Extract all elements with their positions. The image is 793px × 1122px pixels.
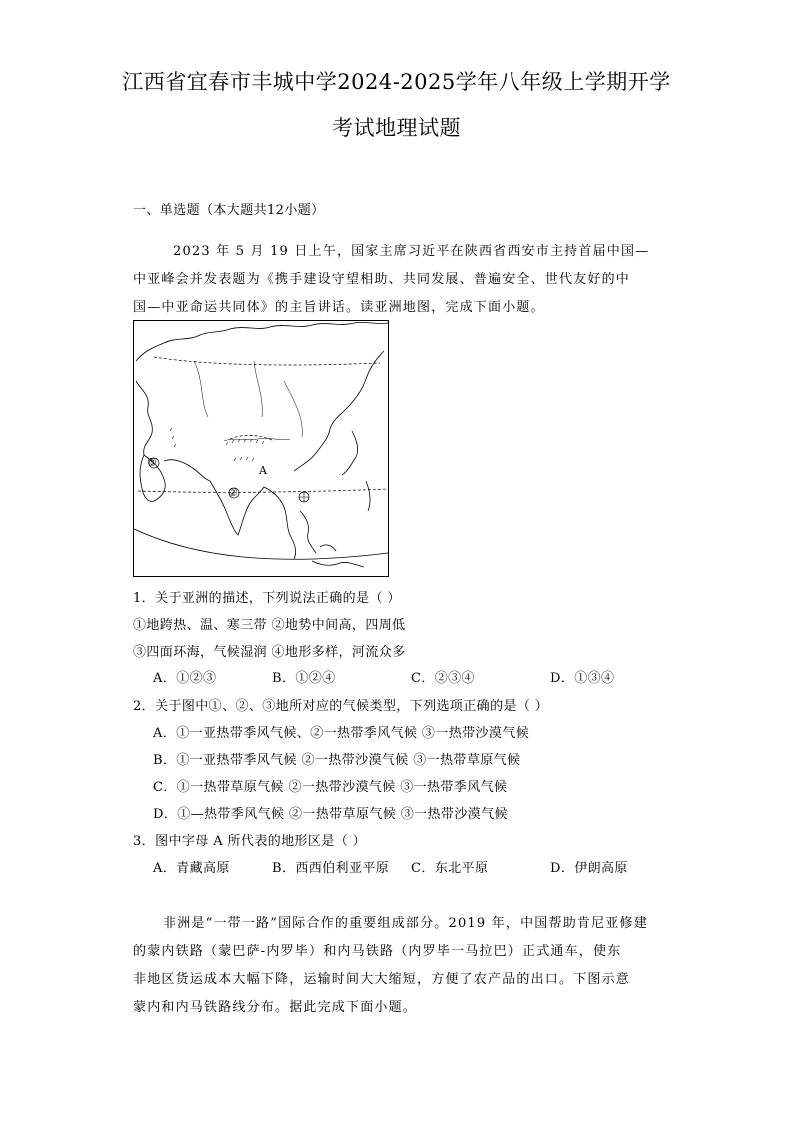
document-title-line-1: 江西省宜春市丰城中学2024-2025学年八年级上学期开学 <box>122 70 671 94</box>
question-3-option-a: A．青藏高原 <box>153 861 230 876</box>
map-label-3: ③ <box>147 456 157 469</box>
passage-2-line-2: 的蒙内铁路（蒙巴萨-内罗毕）和内马铁路（内罗毕一马拉巴）正式通车，使东 <box>133 944 622 959</box>
question-1-statement-1: ①地跨热、温、寒三带 ②地势中间高，四周低 <box>133 618 406 633</box>
question-1-statement-2: ③四面环海，气候湿润 ④地形多样，河流众多 <box>133 645 406 660</box>
map-label-2: ② <box>228 486 238 499</box>
question-1-stem: 1．关于亚洲的描述，下列说法正确的是（ ） <box>133 591 401 606</box>
question-1-option-c: C．②③④ <box>411 671 475 686</box>
question-2-stem: 2．关于图中①、②、③地所对应的气候类型，下列选项正确的是（ ） <box>133 699 549 714</box>
passage-1-line-2: 中亚峰会并发表题为《携手建设守望相助、共同发展、普遍安全、世代友好的中 <box>133 272 631 287</box>
question-2-option-d: D．①—热带季风气候 ②一热带草原气候 ③一热带沙漠气候 <box>153 807 508 822</box>
passage-2-line-3: 非地区货运成本大幅下降，运输时间大大缩短，方便了农产品的出口。下图示意 <box>133 972 631 987</box>
asia-map <box>133 320 389 577</box>
question-1-option-d: D．①③④ <box>550 671 615 686</box>
asia-map-drawing <box>134 321 388 576</box>
question-3-option-b: B．西西伯利亚平原 <box>272 861 390 876</box>
question-3-option-d: D．伊朗高原 <box>550 861 628 876</box>
question-1-option-b: B．①②④ <box>272 671 336 686</box>
question-3-stem: 3．图中字母 A 所代表的地形区是（ ） <box>133 834 367 849</box>
document-title-line-2: 考试地理试题 <box>332 116 461 140</box>
question-2-option-a: A．①一亚热带季风气候、②一热带季风气候 ③一热带沙漠气候 <box>153 726 530 741</box>
section-heading: 一、单选题（本大题共12小题） <box>133 203 325 218</box>
passage-1-line-3: 国—中亚命运共同体》的主旨讲话。读亚洲地图，完成下面小题。 <box>133 300 545 315</box>
question-1-option-a: A．①②③ <box>153 671 217 686</box>
question-3-option-c: C．东北平原 <box>411 861 489 876</box>
question-2-option-b: B．①一亚热带季风气候 ②一热带沙漠气候 ③一热带草原气候 <box>153 753 521 768</box>
passage-2-line-1: 非洲是“一带一路”国际合作的重要组成部分。2019 年，中国帮助肯尼亚修建 <box>163 916 648 931</box>
map-label-a: A <box>259 464 267 477</box>
question-2-option-c: C．①一热带草原气候 ②一热带沙漠气候 ③一热带季风气候 <box>153 780 508 795</box>
passage-2-line-4: 蒙内和内马铁路线分布。据此完成下面小题。 <box>133 1000 418 1015</box>
passage-1-line-1: 2023 年 5 月 19 日上午，国家主席习近平在陕西省西安市主持首届中国— <box>173 244 650 259</box>
